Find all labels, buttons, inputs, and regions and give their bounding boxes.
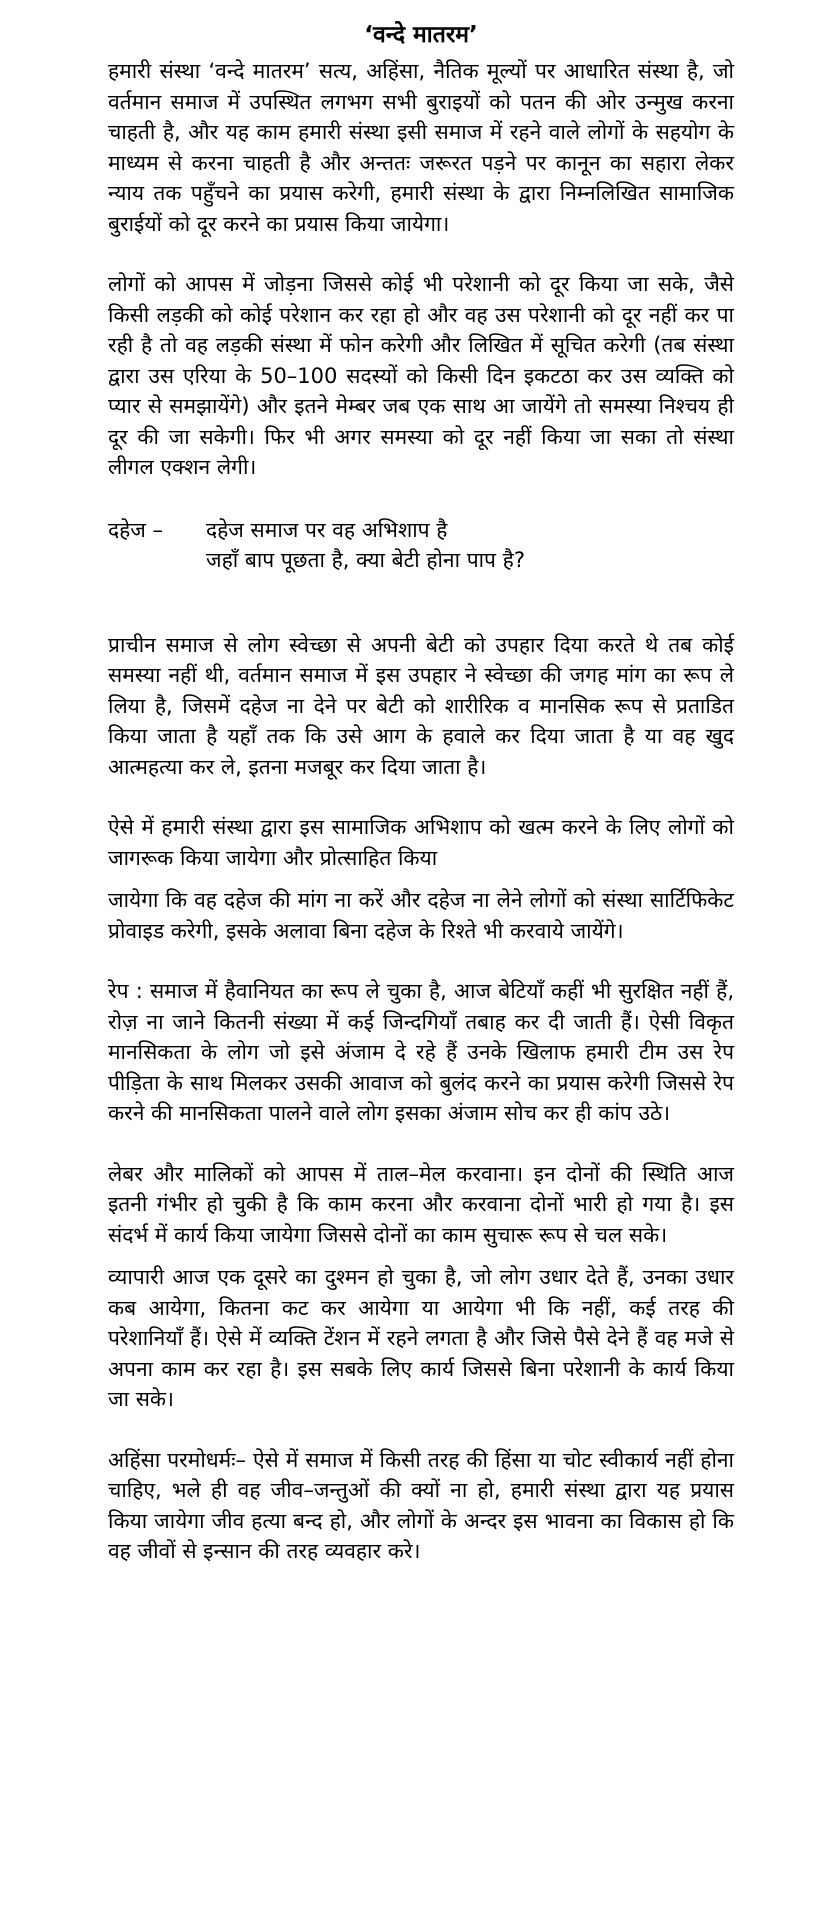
ahimsa-paragraph: अहिंसा परमोधर्मः– ऐसे में समाज में किसी तरह की हिंसा या चोट स्वीकार्य नहीं होना चाहिए, भले ही वह जीव–जन्तुओं की क्यों ना हो, हमारी संस्था द्वारा यह प्रयास किया जायेगा जीव हत्या बन्द हो, और लोगों के अन्दर इस भावना का विकास हो कि वह जीवों से इन्सान की तरह व्यवहार करे। xyxy=(108,1447,734,1563)
labour-paragraph: लेबर और मालिकों को आपस में ताल–मेल करवाना। इन दोनों की स्थिति आज इतनी गंभीर हो चुकी है कि काम करना और करवाना दोनों भारी हो गया है। इस संदर्भ में कार्य किया जायेगा जिससे दोनों का काम सुचारू रूप से चल सके। xyxy=(108,1161,734,1247)
document-title: ‘वन्दे मातरम’ xyxy=(364,22,478,48)
rape-paragraph: रेप : समाज में हैवानियत का रूप ले चुका है, आज बेटियाँ कहीं भी सुरक्षित नहीं हैं, रोज़ ना जाने कितनी संख्या में कई जिन्दगियाँ तबाह कर दी जाती हैं। ऐसी विकृत मानसिकता के लोग जो इसे अंजाम दे रहे हैं उनके खिलाफ हमारी टीम उस रेप पीड़िता के साथ मिलकर उसकी आवाज को बुलंद करने का प्रयास करेगी जिससे रेप करने की मानसिकता पालने वाले लोग इसका अंजाम सोच कर ही कांप उठे। xyxy=(108,979,734,1125)
connect-paragraph: लोगों को आपस में जोड़ना जिससे कोई भी परेशानी को दूर किया जा सके, जैसे किसी लड़की को कोई परेशान कर रहा हो और वह उस परेशानी को दूर नहीं कर पा रही है तो वह लड़की संस्था में फोन करेगी और लिखित में सूचित करेगी (तब संस्था द्वारा उस एरिया के 50–100 सदस्यों को किसी दिन इकटठा कर उस व्यक्ति को प्यार से समझायेंगे) और इतने मेम्बर जब एक साथ आ जायेंगे तो समस्या निश्चय ही दूर की जा सकेगी। फिर भी अगर समस्या को दूर नहीं किया जा सका तो संस्था लीगल एक्शन लेगी। xyxy=(108,272,734,479)
dowry-verse xyxy=(108,515,734,576)
dowry-verse-lines xyxy=(206,515,734,576)
dowry-label: दहेज – xyxy=(108,517,164,542)
trader-paragraph: व्यापारी आज एक दूसरे का दुश्मन हो चुका है, जो लोग उधार देते हैं, उनका उधार कब आयेगा, कितना कट कर आयेगा या आयेगा भी कि नहीं, कई तरह की परेशानियाँ हैं। ऐसे में व्यक्ति टेंशन में रहने लगता है और जिसे पैसे देने हैं वह मजे से अपना काम कर रहा है। इस सबके लिए कार्य जिससे बिना परेशानी के कार्य किया जा सके। xyxy=(108,1265,734,1411)
ancient-society-paragraph: प्राचीन समाज से लोग स्वेच्छा से अपनी बेटी को उपहार दिया करते थे तब कोई समस्या नहीं थी, वर्तमान समाज में इस उपहार ने स्वेच्छा की जगह मांग का रूप ले लिया है, जिसमें दहेज ना देने पर बेटी को शारीरिक व मानसिक रूप से प्रताडित किया जाता है यहाँ तक कि उसे आग के हवाले कर दिया जाता है या वह खुद आत्महत्या कर ले, इतना मजबूर कर दिया जाता है। xyxy=(108,632,734,779)
verse-line-1: दहेज समाज पर वह अभिशाप है xyxy=(206,517,448,542)
campaign-paragraph-a: ऐसे में हमारी संस्था द्वारा इस सामाजिक अभिशाप को खत्म करने के लिए लोगों को जागरूक किया जायेगा और प्रोत्साहित किया xyxy=(108,815,734,870)
campaign-paragraph-b: जायेगा कि वह दहेज की मांग ना करें और दहेज ना लेने लोगों को संस्था सार्टिफिकेट प्रोवाइड करेगी, इसके अलावा बिना दहेज के रिश्ते भी करवाये जायेंगे। xyxy=(108,888,734,943)
verse-line-2: जहाँ बाप पूछता है, क्या बेटी होना पाप है? xyxy=(206,548,525,572)
intro-paragraph: हमारी संस्था ‘वन्दे मातरम’ सत्य, अहिंसा, नैतिक मूल्यों पर आधारित संस्था है, जो वर्तमान समाज में उपस्थित लगभग सभी बुराइयों को पतन की ओर उन्मुख करना चाहती है, और यह काम हमारी संस्था इसी समाज में रहने वाले लोगों के सहयोग के माध्यम से करना चाहती है और अन्ततः जरूरत पड़ने पर कानून का सहारा लेकर न्याय तक पहुँचने का प्रयास करेगी, हमारी संस्था के द्वारा निम्नलिखित सामाजिक बुराईयों को दूर करने का प्रयास किया जायेगा। xyxy=(108,59,734,236)
